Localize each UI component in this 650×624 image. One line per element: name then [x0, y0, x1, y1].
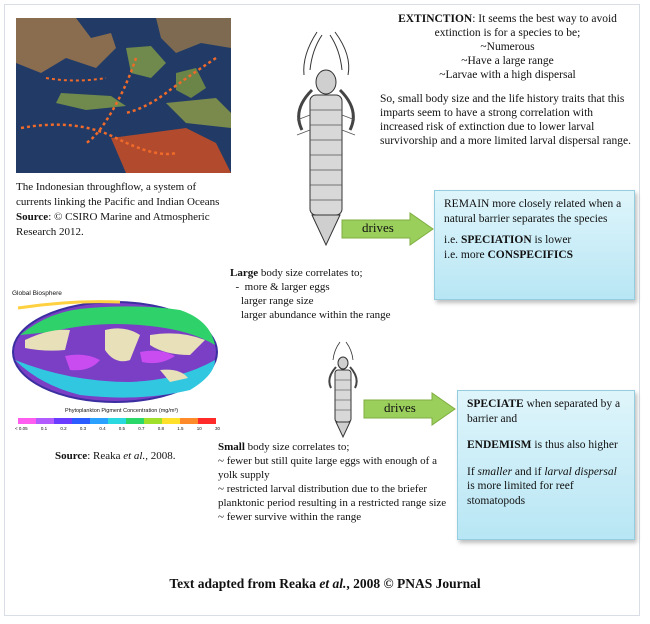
- extinction-intro: : It seems the best way to avoid extinction is for a species to be;: [434, 13, 617, 39]
- extinction-item: ~Larvae with a high dispersal: [439, 69, 576, 81]
- box1-line2-suffix: is lower: [531, 234, 572, 246]
- large-item: more & larger eggs: [244, 281, 330, 293]
- large-item: larger abundance within the range: [241, 309, 391, 321]
- source2-year: 2008.: [147, 450, 176, 462]
- small-item: ~ fewer survive within the range: [218, 511, 362, 523]
- footer-suffix: , 2008 © PNAS Journal: [346, 576, 481, 591]
- biosphere-title: Global Biosphere: [12, 290, 62, 297]
- scale-tick: 0.3: [79, 426, 87, 431]
- small-bold: Small: [218, 441, 245, 453]
- map-caption: [16, 180, 231, 240]
- small-body-size-text: [218, 440, 450, 524]
- box2-text3a: If: [467, 465, 478, 478]
- footer-credit: [0, 576, 650, 592]
- box2-endemism: ENDEMISM: [467, 439, 532, 451]
- pigment-scale-title: Phytoplankton Pigment Concentration (mg/m³): [65, 408, 179, 414]
- scale-tick: 10: [196, 426, 202, 431]
- drives-arrow-2: [362, 392, 457, 426]
- scale-tick: 0.4: [99, 426, 106, 431]
- box2-speciate: SPECIATE: [467, 398, 524, 410]
- scale-tick: 30: [214, 426, 220, 431]
- scale-tick: 1.5: [177, 426, 184, 431]
- footer-prefix: Text adapted from Reaka: [169, 576, 320, 591]
- scale-tick: 0.2: [60, 426, 67, 431]
- large-item: larger range size: [241, 295, 314, 307]
- global-biosphere-map: [10, 290, 225, 445]
- small-intro: body size correlates to;: [244, 441, 350, 453]
- map-caption-text: The Indonesian throughflow, a system of currents linking the Pacific and Indian Oceans: [16, 181, 220, 208]
- indonesian-throughflow-map: [16, 18, 231, 173]
- box2-text3b: and if: [512, 465, 545, 478]
- small-item: ~ restricted larval distribution due to the briefer planktonic period resulting in a restricted range size: [218, 483, 447, 509]
- map-source-text: : © CSIRO Marine and Atmospheric Research 2012.: [16, 211, 210, 238]
- large-intro: body size correlates to;: [258, 267, 363, 279]
- box2-text1: when separated by a barrier and: [467, 398, 621, 425]
- extinction-text-block: [380, 12, 635, 148]
- box1-conspecifics: CONSPECIFICS: [487, 248, 574, 261]
- box1-line3-prefix: i.e. more: [444, 248, 488, 261]
- footer-italic: et al.: [319, 576, 347, 591]
- extinction-item: ~Have a large range: [461, 55, 554, 67]
- map-source-label: Source: [16, 211, 49, 223]
- source2-italic: et al.,: [123, 450, 148, 462]
- small-item: ~ fewer but still quite large eggs with enough of a yolk supply: [218, 455, 437, 481]
- box1-line2-prefix: i.e.: [444, 234, 461, 246]
- scale-tick: < 0.05: [15, 426, 28, 431]
- scale-tick: 0.1: [40, 426, 48, 431]
- source2-text: : Reaka: [87, 450, 124, 462]
- box2-text2: is thus also higher: [531, 439, 618, 451]
- box2-text3c: is more limited for reef stomatopods: [467, 480, 574, 507]
- box2-italic-smaller: smaller: [477, 465, 513, 478]
- scale-tick: 0.7: [138, 426, 145, 431]
- remain-related-box: [434, 190, 635, 300]
- small-stomatopod-illustration: [318, 340, 368, 440]
- source2-label: Source: [55, 450, 88, 462]
- scale-tick: 0.8: [157, 426, 165, 431]
- large-bold: Large: [230, 267, 259, 279]
- extinction-item: ~Numerous: [480, 41, 535, 53]
- scale-tick: 0.5: [118, 426, 126, 431]
- large-body-size-text: Large body size correlates to; - more & larger eggs larger range size larger abundance within the range: [230, 266, 440, 322]
- drives-label-1: drives: [362, 220, 394, 235]
- biosphere-source: [55, 450, 175, 462]
- drives-arrow-1: [340, 212, 435, 246]
- speciate-box: [457, 390, 635, 540]
- box1-speciation: SPECIATION: [460, 234, 532, 246]
- pigment-scale-ticks: [15, 426, 220, 431]
- box1-line1: REMAIN more closely related when a natural barrier separates the species: [444, 198, 622, 225]
- extinction-title: EXTINCTION: [398, 13, 473, 25]
- box2-italic-dispersal: larval dispersal: [544, 465, 617, 478]
- extinction-paragraph: So, small body size and the life history traits that this imparts seem to have a strong correlation with increased risk of extinction due to lower larval survivorship and a more limited larval dispersal range.: [380, 93, 632, 147]
- drives-label-2: drives: [384, 400, 416, 415]
